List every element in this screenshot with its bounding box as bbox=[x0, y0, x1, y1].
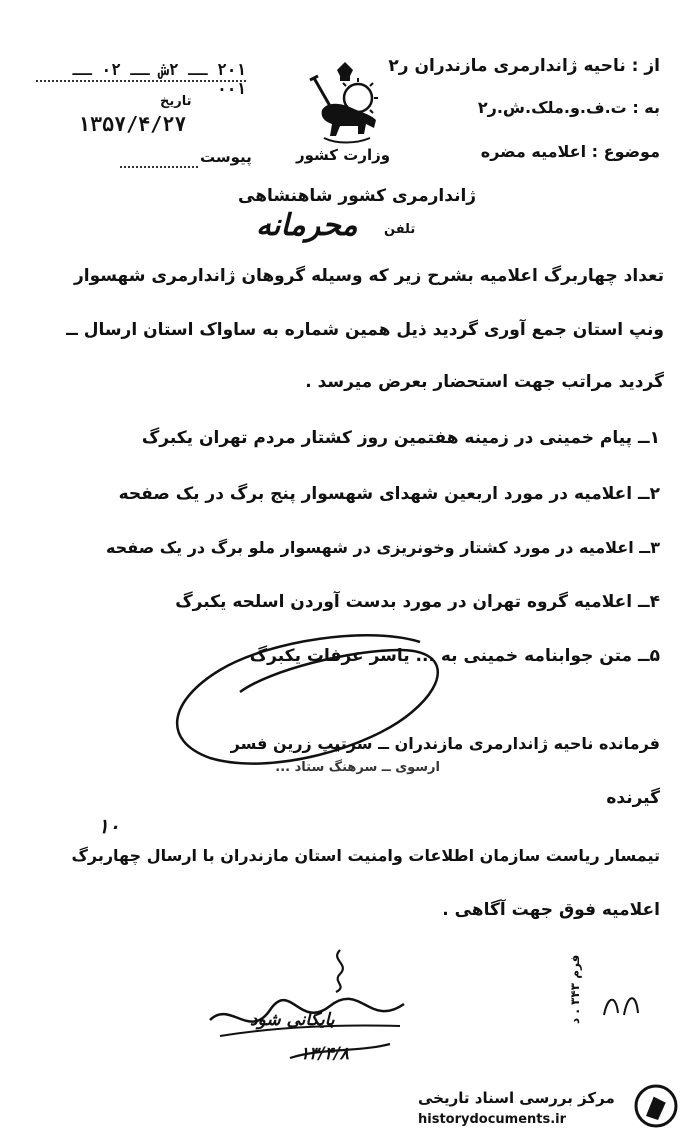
list-item: ۲ــ اعلامیه در مورد اربعین شهدای شهسوار پنج برگ در یک صفحه bbox=[118, 484, 660, 504]
body-line-1: تعداد چهاربرگ اعلامیه بشرح زیر که وسیله گروهان ژاندارمری شهسوار bbox=[73, 266, 664, 286]
date-value: ۱۳۵۷/۴/۲۷ bbox=[78, 112, 187, 136]
form-number: فرم ۳۴۳ . د bbox=[568, 954, 582, 1024]
list-item: ۵ــ متن جوابنامه خمینی به ... یاسر عرفات یکبرگ bbox=[249, 646, 660, 666]
handwritten-count: ۱۰ bbox=[98, 814, 120, 838]
signature-subline: ارسوی ــ سرهنگ ستاد ... bbox=[275, 760, 440, 775]
handwritten-note: بایگانی شود bbox=[250, 1010, 335, 1030]
list-item: ۱ــ پیام خمینی در زمینه هفتمین روز کشتار مردم تهران یکبرگ bbox=[141, 428, 660, 448]
to-line: به : ت.ف.و.ملک.ش.ر۲ bbox=[477, 98, 660, 117]
date-label: تاریخ bbox=[160, 94, 192, 109]
attachment-label: پیوست bbox=[200, 148, 252, 166]
recipient-line-1: تیمسار ریاست سازمان اطلاعات وامنیت استان مازندران با ارسال چهاربرگ bbox=[71, 846, 660, 865]
body-line-2: ونپ استان جمع آوری گردید ذیل همین شماره به ساواک استان ارسال ــ bbox=[66, 320, 664, 340]
list-item: ۳ــ اعلامیه در مورد کشتار وخونریزی در شهسوار ملو برگ در یک صفحه bbox=[105, 538, 660, 557]
from-line: از : ناحیه ژاندارمری مازندران ر۲ bbox=[388, 56, 660, 76]
number-dotted-line bbox=[36, 80, 246, 82]
watermark-logo-icon bbox=[632, 1082, 680, 1130]
body-line-3: گردید مراتب جهت استحضار بعرض میرسد . bbox=[305, 372, 664, 392]
attachment-dotted-line bbox=[120, 166, 198, 168]
watermark-url-text: historydocuments.ir bbox=[418, 1112, 567, 1127]
handwritten-date: ۱۳/۴/۸ bbox=[300, 1044, 349, 1064]
classification-stamp: محرمانه bbox=[256, 208, 358, 243]
letter-number: ۲۰۱ ــ ۲ش ــ ۰۲ ــ ۰۰۱ bbox=[72, 60, 246, 98]
recipient-line-2: اعلامیه فوق جهت آگاهی . bbox=[442, 900, 660, 920]
ministry-title: وزارت کشور bbox=[296, 146, 391, 164]
signature-line: فرمانده ناحیه ژاندارمری مازندران ــ سرتیپ زرین فسر bbox=[230, 734, 660, 753]
list-item: ۴ــ اعلامیه گروه تهران در مورد بدست آوردن اسلحه یکبرگ bbox=[175, 592, 660, 612]
organization-title: ژاندارمری کشور شاهنشاهی bbox=[238, 186, 477, 206]
recipients-label: گیرنده bbox=[606, 788, 660, 808]
phone-label: تلفن bbox=[384, 222, 416, 237]
handwritten-initials-mark bbox=[598, 985, 648, 1025]
lion-and-sun-emblem-icon bbox=[300, 58, 390, 146]
subject-line: موضوع : اعلامیه مضره bbox=[480, 142, 660, 161]
watermark-persian-text: مرکز بررسی اسناد تاریخی bbox=[418, 1089, 615, 1107]
